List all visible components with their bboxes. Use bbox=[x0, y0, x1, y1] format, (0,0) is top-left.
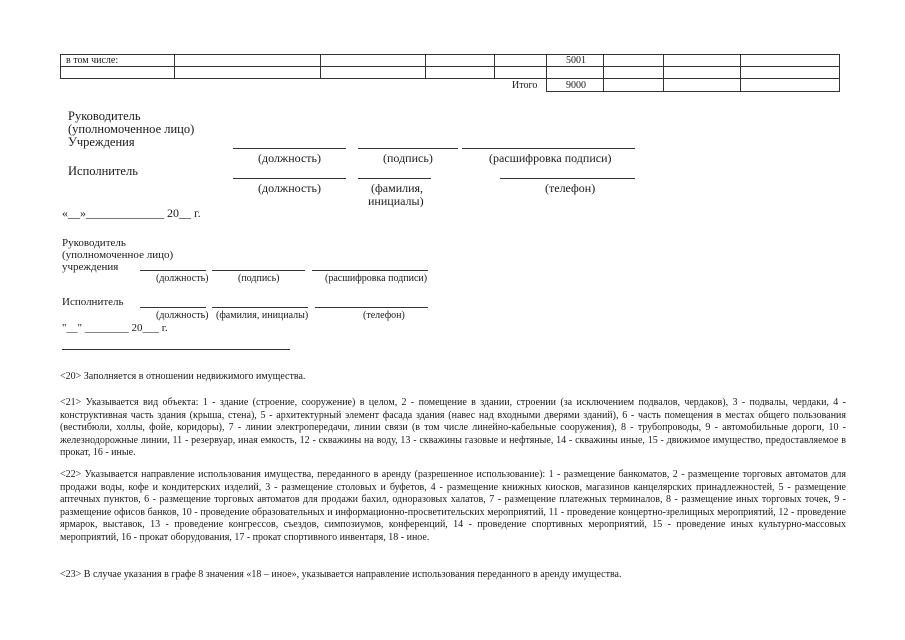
signature-line bbox=[140, 270, 206, 271]
footnote-separator bbox=[62, 349, 290, 350]
table-rule bbox=[320, 54, 321, 78]
caption-signature: (подпись) bbox=[383, 151, 433, 165]
footnote-21: <21> Указывается вид объекта: 1 - здание (строение, сооружение) в целом, 2 - помещение в здании, строении (за исключением подвалов, чердаков), 3 - подвалы, чердаки, 4 - конструктивная часть здания (крыша, стена), 5 - архитектурный элемент фасада здания (навес над входными дверями зданий), 6 - часть помещения в местах общего пользования (вестибюли, холлы, фойе, коридоры), 7 - линии электропередачи, линии связи (в том числе линейно-кабельные сооружения), 8 - трубопроводы, 9 - автомобильные дороги, 10 - железнодорожные линии, 11 - резервуар, иная емкость, 12 - скважины на воду, 13 - скважины газовые и нефтяные, 14 - скважины иные, 15 - движимое имущество, предоставляемое в прокат, 16 - иные. bbox=[60, 397, 846, 459]
table-rule bbox=[546, 91, 840, 92]
caption-position: (должность) bbox=[156, 310, 209, 321]
executor-label: Исполнитель bbox=[68, 164, 138, 178]
caption-fio-line2: инициалы) bbox=[368, 194, 424, 208]
head-title-line1: Руководитель bbox=[62, 237, 126, 249]
signature-line bbox=[140, 307, 206, 308]
table-rule bbox=[60, 66, 840, 67]
total-label: Итого bbox=[512, 80, 538, 91]
footnote-20: <20> Заполняется в отношении недвижимого имущества. bbox=[60, 371, 306, 382]
head-title-line3: учреждения bbox=[62, 261, 119, 273]
signature-line bbox=[358, 178, 431, 179]
table-rule bbox=[60, 78, 840, 79]
signature-line bbox=[462, 148, 635, 149]
head-title-line1: Руководитель bbox=[68, 109, 141, 123]
summary-table bbox=[60, 54, 840, 92]
caption-position: (должность) bbox=[156, 273, 209, 284]
signature-line bbox=[312, 270, 428, 271]
executor-label: Исполнитель bbox=[62, 296, 124, 308]
total-code: 9000 bbox=[566, 80, 586, 91]
date-line: "__" ________ 20___ г. bbox=[62, 322, 168, 334]
footnote-22: <22> Указывается направление использования имущества, переданного в аренду (разрешенное использование): 1 - размещение банкоматов, 2 - размещение торговых автоматов для продажи воды, кофе и кондитерских изделий, 3 - размещение столовых и буфетов, 4 - размещение книжных киосков, магазинов канцелярских принадлежностей, 5 - размещение аптечных пунктов, 6 - размещение торговых автоматов для продажи бахил, одноразовых халатов, 7 - размещение платежных терминалов, 8 - размещение иных торговых точек, 9 - размещение офисов банков, 10 - проведение образовательных и информационно-просветительских мероприятий, 11 - проведение концертно-зрелищных мероприятий, 12 - проведение ярмарок, выставок, 13 - проведение конгрессов, съездов, симпозиумов, конференций, 14 - проведение спортивных мероприятий, 15 - проведение иных культурно-массовых мероприятий, 16 - прокат оборудования, 17 - прокат спортивного инвентаря, 18 - иное. bbox=[60, 469, 846, 543]
table-rule bbox=[60, 54, 840, 55]
signature-line bbox=[212, 270, 305, 271]
head-title-line2: (уполномоченное лицо) bbox=[62, 249, 174, 261]
head-title-line3: Учреждения bbox=[68, 135, 135, 149]
caption-signature: (подпись) bbox=[238, 273, 280, 284]
signature-line bbox=[233, 148, 346, 149]
table-rule bbox=[174, 54, 175, 78]
table-rule bbox=[663, 54, 664, 91]
caption-phone: (телефон) bbox=[545, 181, 596, 195]
signature-line bbox=[315, 307, 428, 308]
signature-line bbox=[358, 148, 458, 149]
caption-fio-line1: (фамилия, bbox=[371, 181, 424, 195]
head-title-line2: (уполномоченное лицо) bbox=[68, 122, 195, 136]
caption-position: (должность) bbox=[258, 181, 321, 195]
table-rule bbox=[740, 54, 741, 91]
caption-decode: (расшифровка подписи) bbox=[489, 151, 612, 165]
table-rule bbox=[546, 54, 547, 91]
table-rule bbox=[839, 54, 840, 91]
row-label: в том числе: bbox=[66, 55, 119, 66]
signature-line bbox=[233, 178, 346, 179]
table-rule bbox=[603, 54, 604, 91]
signature-line bbox=[500, 178, 635, 179]
caption-fio: (фамилия, инициалы) bbox=[216, 310, 309, 321]
caption-phone: (телефон) bbox=[363, 310, 405, 321]
footnote-23: <23> В случае указания в графе 8 значения «18 – иное», указывается направление использования переданного в аренду имущества. bbox=[60, 569, 622, 580]
caption-decode: (расшифровка подписи) bbox=[325, 273, 428, 284]
signature-line bbox=[212, 307, 308, 308]
table-rule bbox=[494, 54, 495, 78]
date-line: «__»_____________ 20__ г. bbox=[62, 206, 201, 220]
caption-position: (должность) bbox=[258, 151, 321, 165]
table-rule bbox=[425, 54, 426, 78]
row-code: 5001 bbox=[566, 55, 586, 66]
table-rule bbox=[60, 54, 61, 78]
